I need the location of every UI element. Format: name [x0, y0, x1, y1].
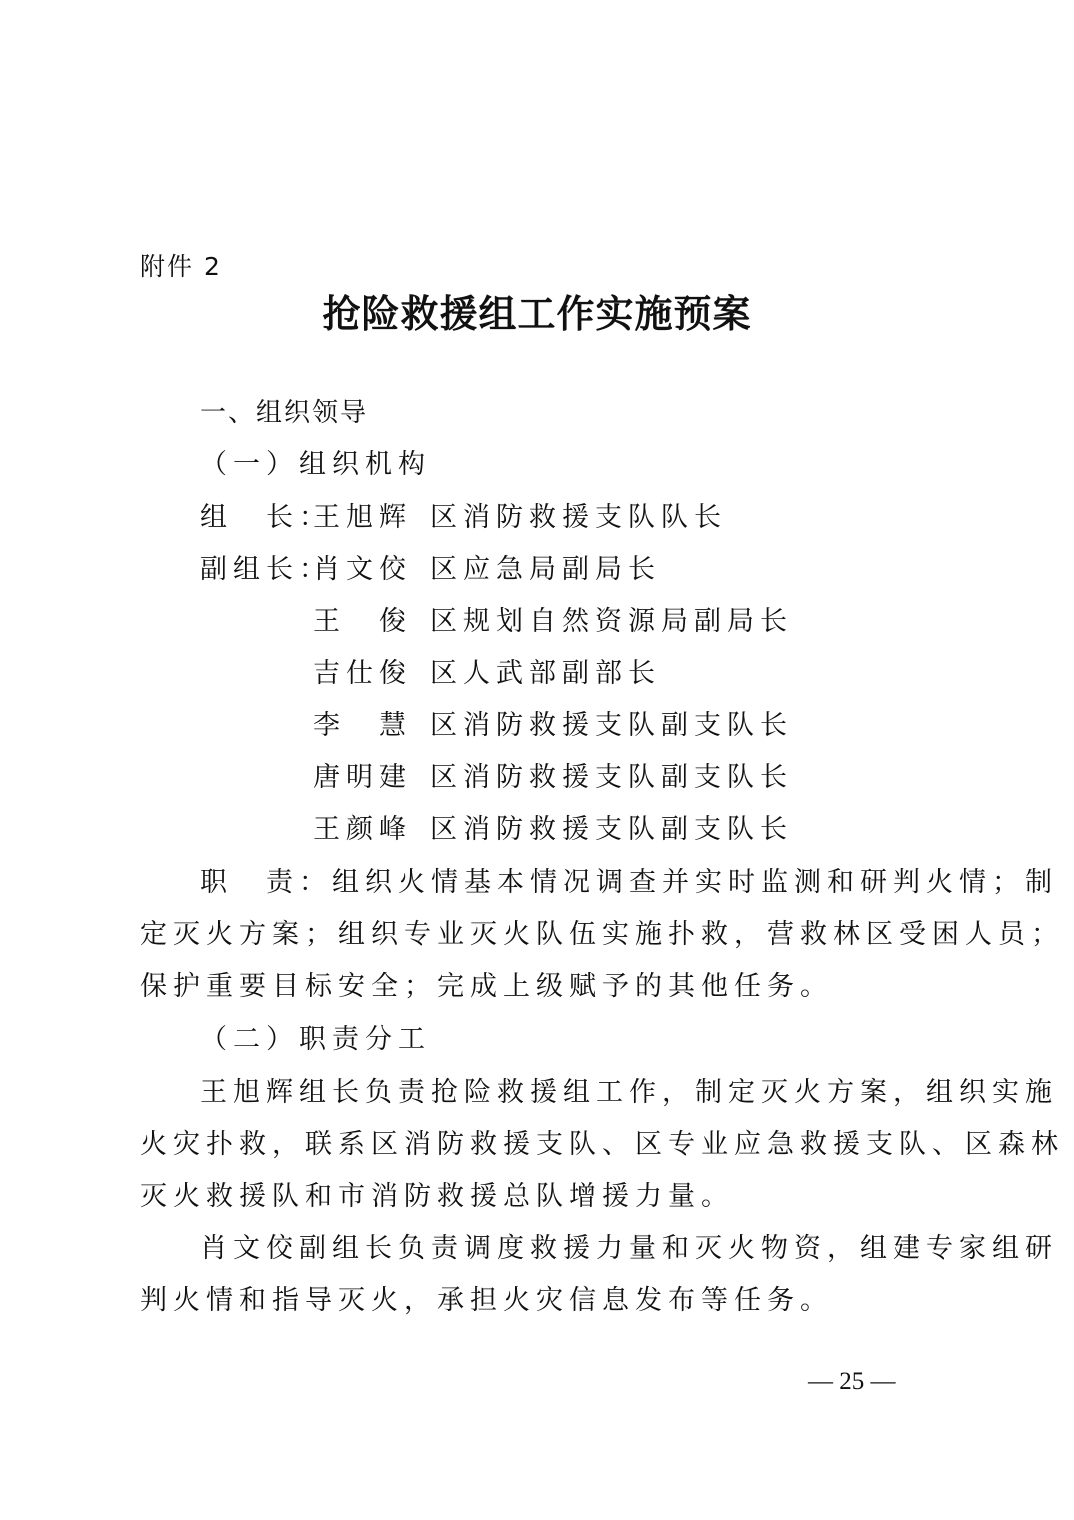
- subsection-heading: （一）组织机构: [200, 449, 431, 480]
- paragraph-line: 肖文佼副组长负责调度救援力量和灭火物资，组建专家组研: [200, 1233, 1058, 1264]
- member-name: 王 俊: [313, 606, 412, 637]
- page-number: — 25 —: [808, 1368, 896, 1395]
- member-name: 王颜峰: [313, 814, 412, 845]
- paragraph-line: 王旭辉组长负责抢险救援组工作，制定灭火方案，组织实施: [200, 1077, 1058, 1108]
- member-role: 区应急局副局长: [430, 554, 661, 585]
- member-name: 唐明建: [313, 762, 412, 793]
- paragraph-line: 灭火救援队和市消防救援总队增援力量。: [140, 1181, 734, 1212]
- member-name: 王旭辉: [313, 502, 412, 533]
- document-title: 抢险救援组工作实施预案: [322, 291, 752, 336]
- duty-line: 职 责：组织火情基本情况调查并实时监测和研判火情；制: [200, 867, 1058, 898]
- deputy-label: 副组长：: [200, 554, 332, 585]
- annex-label: 附件 2: [140, 252, 222, 281]
- member-role: 区人武部副部长: [430, 658, 661, 689]
- paragraph-line: 判火情和指导灭火，承担火灾信息发布等任务。: [140, 1285, 833, 1316]
- member-role: 区消防救援支队副支队长: [430, 762, 793, 793]
- member-name: 李 慧: [313, 710, 412, 741]
- leader-label: 组 长：: [200, 502, 332, 533]
- duty-line: 保护重要目标安全；完成上级赋予的其他任务。: [140, 971, 833, 1002]
- member-name: 肖文佼: [313, 554, 412, 585]
- section-heading: 一、组织领导: [200, 398, 369, 428]
- member-role: 区消防救援支队队长: [430, 502, 727, 533]
- member-role: 区消防救援支队副支队长: [430, 814, 793, 845]
- member-name: 吉仕俊: [313, 658, 412, 689]
- paragraph-line: 火灾扑救，联系区消防救援支队、区专业应急救援支队、区森林: [140, 1129, 1064, 1160]
- duty-line: 定灭火方案；组织专业灭火队伍实施扑救，营救林区受困人员；: [140, 919, 1064, 950]
- member-role: 区规划自然资源局副局长: [430, 606, 793, 637]
- subsection-heading: （二）职责分工: [200, 1024, 431, 1055]
- member-role: 区消防救援支队副支队长: [430, 710, 793, 741]
